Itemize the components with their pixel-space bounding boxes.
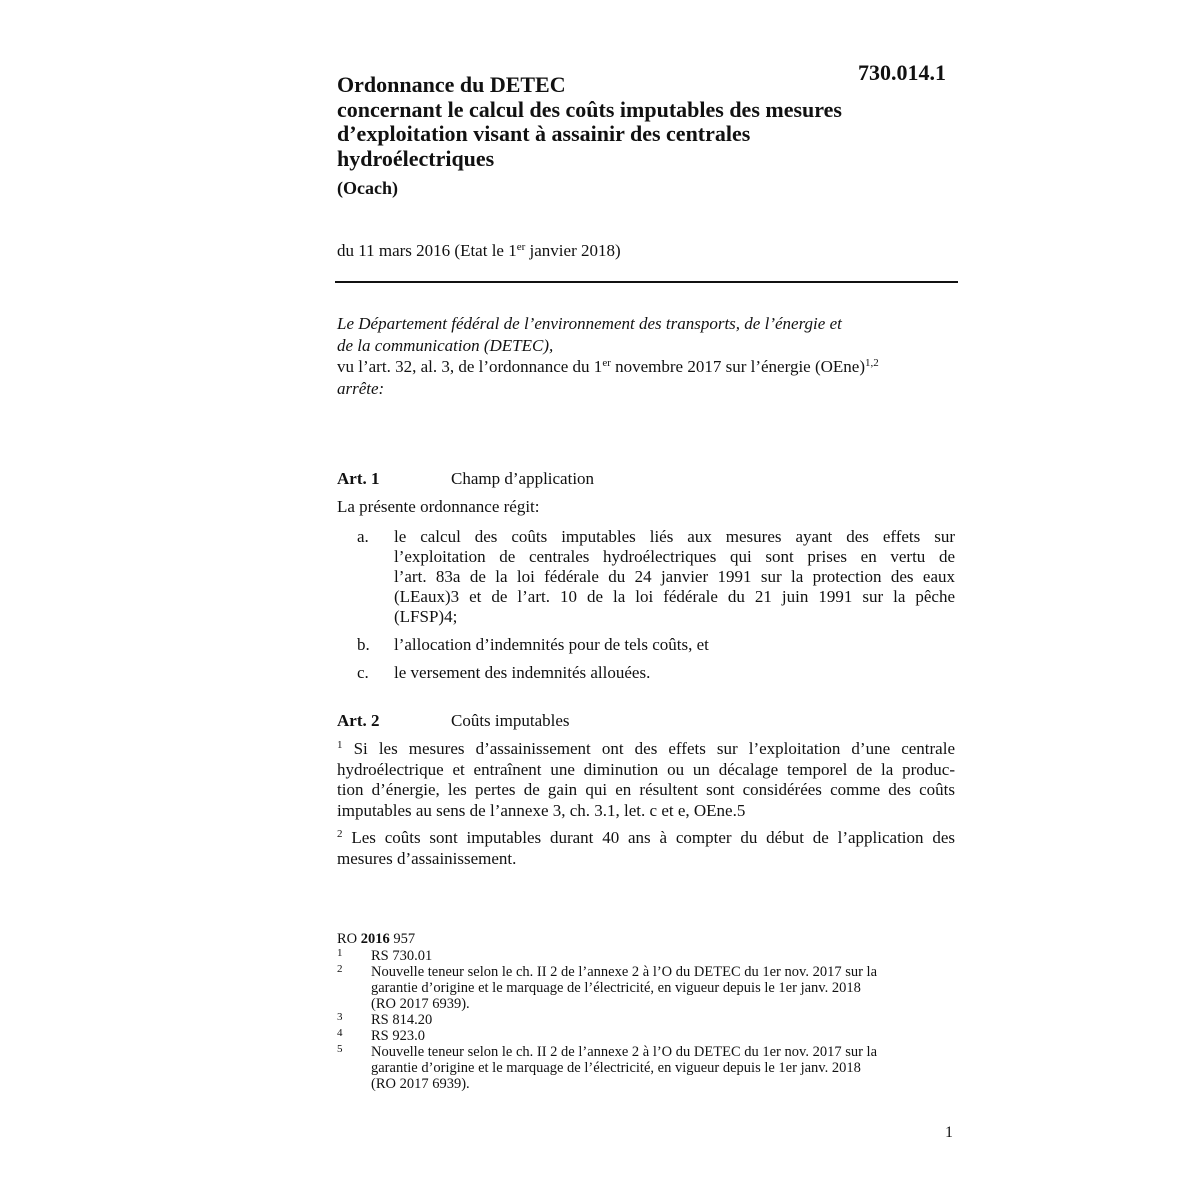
decision: arrête: — [337, 378, 385, 398]
article-title: Coûts imputables — [451, 711, 570, 730]
footnote-line: garantie d’origine et le marquage de l’électricité, en vigueur depuis le 1er janv. 2018 — [371, 980, 861, 996]
article-2-paragraph-2 — [337, 828, 955, 869]
ro-page: 957 — [389, 931, 416, 947]
article-number: Art. 1 — [337, 469, 380, 488]
ro-year: 2016 — [360, 931, 390, 947]
date-prefix: du 11 mars 2016 (Etat le 1 — [337, 241, 517, 260]
footnote-line: RS 730.01 — [371, 948, 433, 964]
footnote-line: Nouvelle teneur selon le ch. II 2 de l’annexe 2 à l’O du DETEC du 1er nov. 2017 sur la — [371, 964, 878, 980]
footnote-number: 4 — [337, 1027, 343, 1039]
legal-basis — [337, 356, 957, 378]
list-letter: c. — [357, 663, 369, 682]
line-text: Si les mesures d’assainissement ont des effets sur l’exploitation d’une centrale — [353, 739, 955, 758]
basis-prefix: vu l’art. 32, al. 3, de l’ordonnance du 1 — [337, 357, 603, 376]
list-text — [394, 527, 955, 627]
line-text: Les coûts sont imputables durant 40 ans à compter du début de l’application des — [351, 828, 956, 847]
text-line: hydroélectrique et entraînent une diminution ou un décalage temporel de la produc- — [337, 759, 955, 779]
footnote — [337, 1012, 957, 1028]
date-sup: er — [516, 241, 526, 253]
title-line: concernant le calcul des coûts imputables des mesures — [337, 96, 842, 122]
text-line: (LEaux)3 et de l’art. 10 de la loi fédérale du 21 juin 1991 sur la pêche — [394, 587, 955, 606]
footnote — [337, 948, 957, 964]
document-title — [337, 73, 937, 171]
basis-suffix: novembre 2017 sur l’énergie (OEne) — [610, 357, 865, 376]
list-text: l’allocation d’indemnités pour de tels coûts, et — [394, 635, 709, 654]
footnote-line: RS 814.20 — [371, 1012, 433, 1028]
footnote-line: Nouvelle teneur selon le ch. II 2 de l’annexe 2 à l’O du DETEC du 1er nov. 2017 sur la — [371, 1044, 878, 1060]
footnote-ref[interactable]: 1,2 — [865, 357, 879, 369]
preamble — [337, 313, 957, 399]
text-line: tion d’énergie, les pertes de gain qui en résultent sont considérées comme des coûts — [337, 780, 955, 799]
text-line — [337, 828, 955, 849]
footnote-number: 2 — [337, 963, 343, 975]
authority-line: Le Département fédéral de l’environnement des transports, de l’énergie et — [337, 314, 842, 333]
authority-line: de la communication (DETEC), — [337, 335, 554, 355]
footnote-line: RS 923.0 — [371, 1028, 425, 1044]
title-line: d’exploitation visant à assainir des centrales — [337, 121, 751, 146]
list-item — [357, 663, 955, 683]
footnote-number: 3 — [337, 1011, 343, 1023]
article-2-heading — [337, 711, 570, 731]
date-line — [337, 241, 621, 261]
footnote — [337, 1028, 957, 1044]
abbreviation: (Ocach) — [337, 178, 398, 198]
text-line: l’art. 83a de la loi fédérale du 24 janvier 1991 sur la protection des eaux — [394, 567, 955, 586]
ro-prefix: RO — [337, 931, 361, 947]
text-line: l’exploitation de centrales hydroélectriques qui sont prises en vertu de — [394, 547, 955, 566]
footnote-line: (RO 2017 6939). — [371, 1076, 470, 1092]
list-item — [357, 635, 955, 655]
page-number: 1 — [945, 1124, 953, 1141]
footnote-line: garantie d’origine et le marquage de l’électricité, en vigueur depuis le 1er janv. 2018 — [371, 1060, 861, 1076]
list-letter: b. — [357, 635, 370, 654]
article-1-intro: La présente ordonnance régit: — [337, 497, 540, 516]
paragraph-number: 1 — [337, 739, 343, 751]
paragraph-number: 2 — [337, 828, 343, 840]
footnotes — [337, 931, 957, 1092]
text-line — [337, 739, 955, 760]
footnote-number: 1 — [337, 947, 343, 959]
list-text: le versement des indemnités allouées. — [394, 663, 651, 682]
article-title: Champ d’application — [451, 469, 595, 488]
title-line: hydroélectriques — [337, 145, 495, 171]
footnote — [337, 1044, 957, 1092]
text-line: (LFSP)4; — [394, 607, 458, 626]
basis-sup: er — [602, 357, 611, 369]
sr-number: 730.014.1 — [858, 60, 946, 85]
footnote — [337, 964, 957, 1012]
article-number: Art. 2 — [337, 711, 380, 730]
article-2-paragraph-1 — [337, 739, 955, 821]
title-line: Ordonnance du DETEC — [337, 72, 566, 97]
date-suffix: janvier 2018) — [525, 241, 621, 260]
text-line: le calcul des coûts imputables liés aux mesures ayant des effets sur — [394, 527, 955, 546]
list-item — [357, 527, 955, 629]
article-1-heading — [337, 469, 594, 489]
text-line: mesures d’assainissement. — [337, 848, 517, 868]
footnote-line: (RO 2017 6939). — [371, 996, 470, 1012]
horizontal-rule — [335, 281, 958, 283]
footnote-number: 5 — [337, 1043, 343, 1055]
ro-reference — [337, 931, 957, 947]
list-letter: a. — [357, 527, 369, 546]
text-line: imputables au sens de l’annexe 3, ch. 3.1, let. c et e, OEne.5 — [337, 800, 746, 820]
